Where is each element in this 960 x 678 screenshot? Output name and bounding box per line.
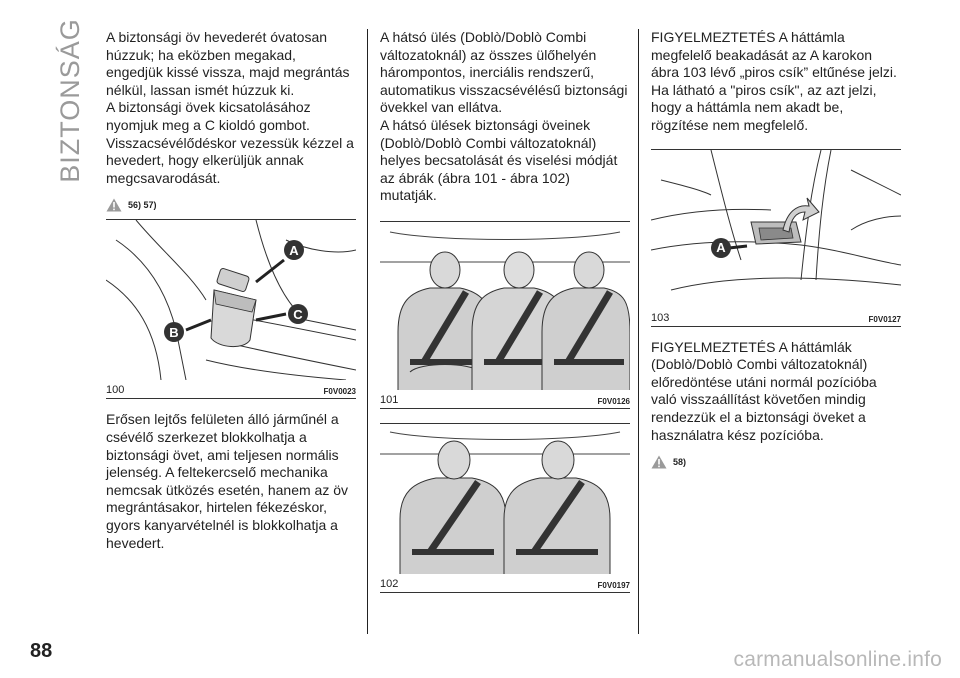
column-divider bbox=[367, 29, 368, 634]
page-number: 88 bbox=[30, 640, 53, 662]
figure-number: 101 bbox=[380, 393, 399, 406]
paragraph: A hátsó ülés (Doblò/Doblò Combi változatoknál) az összes ülőhelyén hárompontos, inerciális rendszerű, automatikus visszacsévélésű biztonsági övekkel van ellátva. bbox=[380, 29, 628, 116]
figure-code: F0V0126 bbox=[597, 396, 630, 406]
figure-103 bbox=[651, 149, 901, 327]
warning-triangle-icon bbox=[106, 198, 122, 212]
callout-a: A bbox=[284, 240, 304, 260]
callout-a: A bbox=[711, 238, 731, 258]
warning-reference: 56) 57) bbox=[106, 197, 356, 213]
column-3 bbox=[651, 29, 901, 470]
figure-caption bbox=[651, 310, 901, 324]
seatback-latch-illustration bbox=[651, 150, 901, 308]
figure-code: F0V0197 bbox=[597, 580, 630, 590]
section-title: BIZTONSÁG bbox=[54, 17, 85, 183]
callout-b: B bbox=[164, 322, 184, 342]
paragraph: FIGYELMEZTETÉS A háttámlák (Doblò/Doblò Combi változatoknál) előredöntése utáni normál pozícióba való visszaállítást követően mindig rendezzük el a biztonsági öveket a használatra kész pozícióba. bbox=[651, 338, 877, 443]
seatbelt-buckle-illustration bbox=[106, 220, 356, 380]
warning-reference: 58) bbox=[651, 454, 901, 470]
paragraph: A biztonsági övek kicsatolásához nyomjuk meg a C kioldó gombot. Visszacsévélődéskor vezessük kézzel a hevedert, hogy elkerüljük annak megcsavarodását. bbox=[106, 99, 354, 186]
two-passengers-belted-illustration bbox=[380, 424, 630, 574]
paragraph: A biztonsági öv hevederét óvatosan húzzuk; ha eközben megakad, engedjük kissé vissza, majd megrántás nélkül, lassan ismét húzzuk ki. bbox=[106, 29, 350, 98]
paragraph: FIGYELMEZTETÉS A háttámla megfelelő beakadását az A karokon ábra 103 lévő „piros csík” eltűnése jelzi. Ha látható a "piros csík", az azt jelzi, hogy a háttámla nem akadt be, rögzítése nem megfelelő. bbox=[651, 29, 897, 133]
figure-101 bbox=[380, 221, 630, 409]
figure-number: 100 bbox=[106, 384, 125, 397]
callout-c: C bbox=[288, 304, 308, 324]
three-passengers-belted-illustration bbox=[380, 222, 630, 390]
figure-caption bbox=[380, 392, 630, 406]
warning-triangle-icon bbox=[651, 455, 667, 469]
figure-caption bbox=[380, 576, 630, 590]
figure-number: 103 bbox=[651, 311, 670, 324]
paragraph: A hátsó ülések biztonsági öveinek (Doblò/Doblò Combi változatoknál) helyes becsatolását és viselési módját az ábrák (ábra 101 - ábra 102) mutatják. bbox=[380, 116, 618, 204]
figure-code: F0V0127 bbox=[868, 314, 901, 324]
figure-number: 102 bbox=[380, 577, 399, 590]
figure-102 bbox=[380, 423, 630, 593]
paragraph: Erősen lejtős felületen álló járműnél a csévélő szerkezet blokkolhatja a biztonsági övet, ami teljesen normális jelenség. A feltekercselő mechanika nemcsak ütközés esetén, hanem az öv megrántásakor, hirtelen fékezéskor, gyors kanyarvételnél is blokkolhatja a hevedert. bbox=[106, 411, 349, 551]
watermark: carmanualsonline.info bbox=[733, 648, 942, 671]
column-2 bbox=[380, 29, 630, 593]
figure-100 bbox=[106, 219, 356, 399]
column-divider bbox=[638, 29, 639, 634]
figure-caption bbox=[106, 382, 356, 396]
figure-code: F0V0023 bbox=[323, 387, 356, 397]
column-1 bbox=[106, 29, 356, 552]
